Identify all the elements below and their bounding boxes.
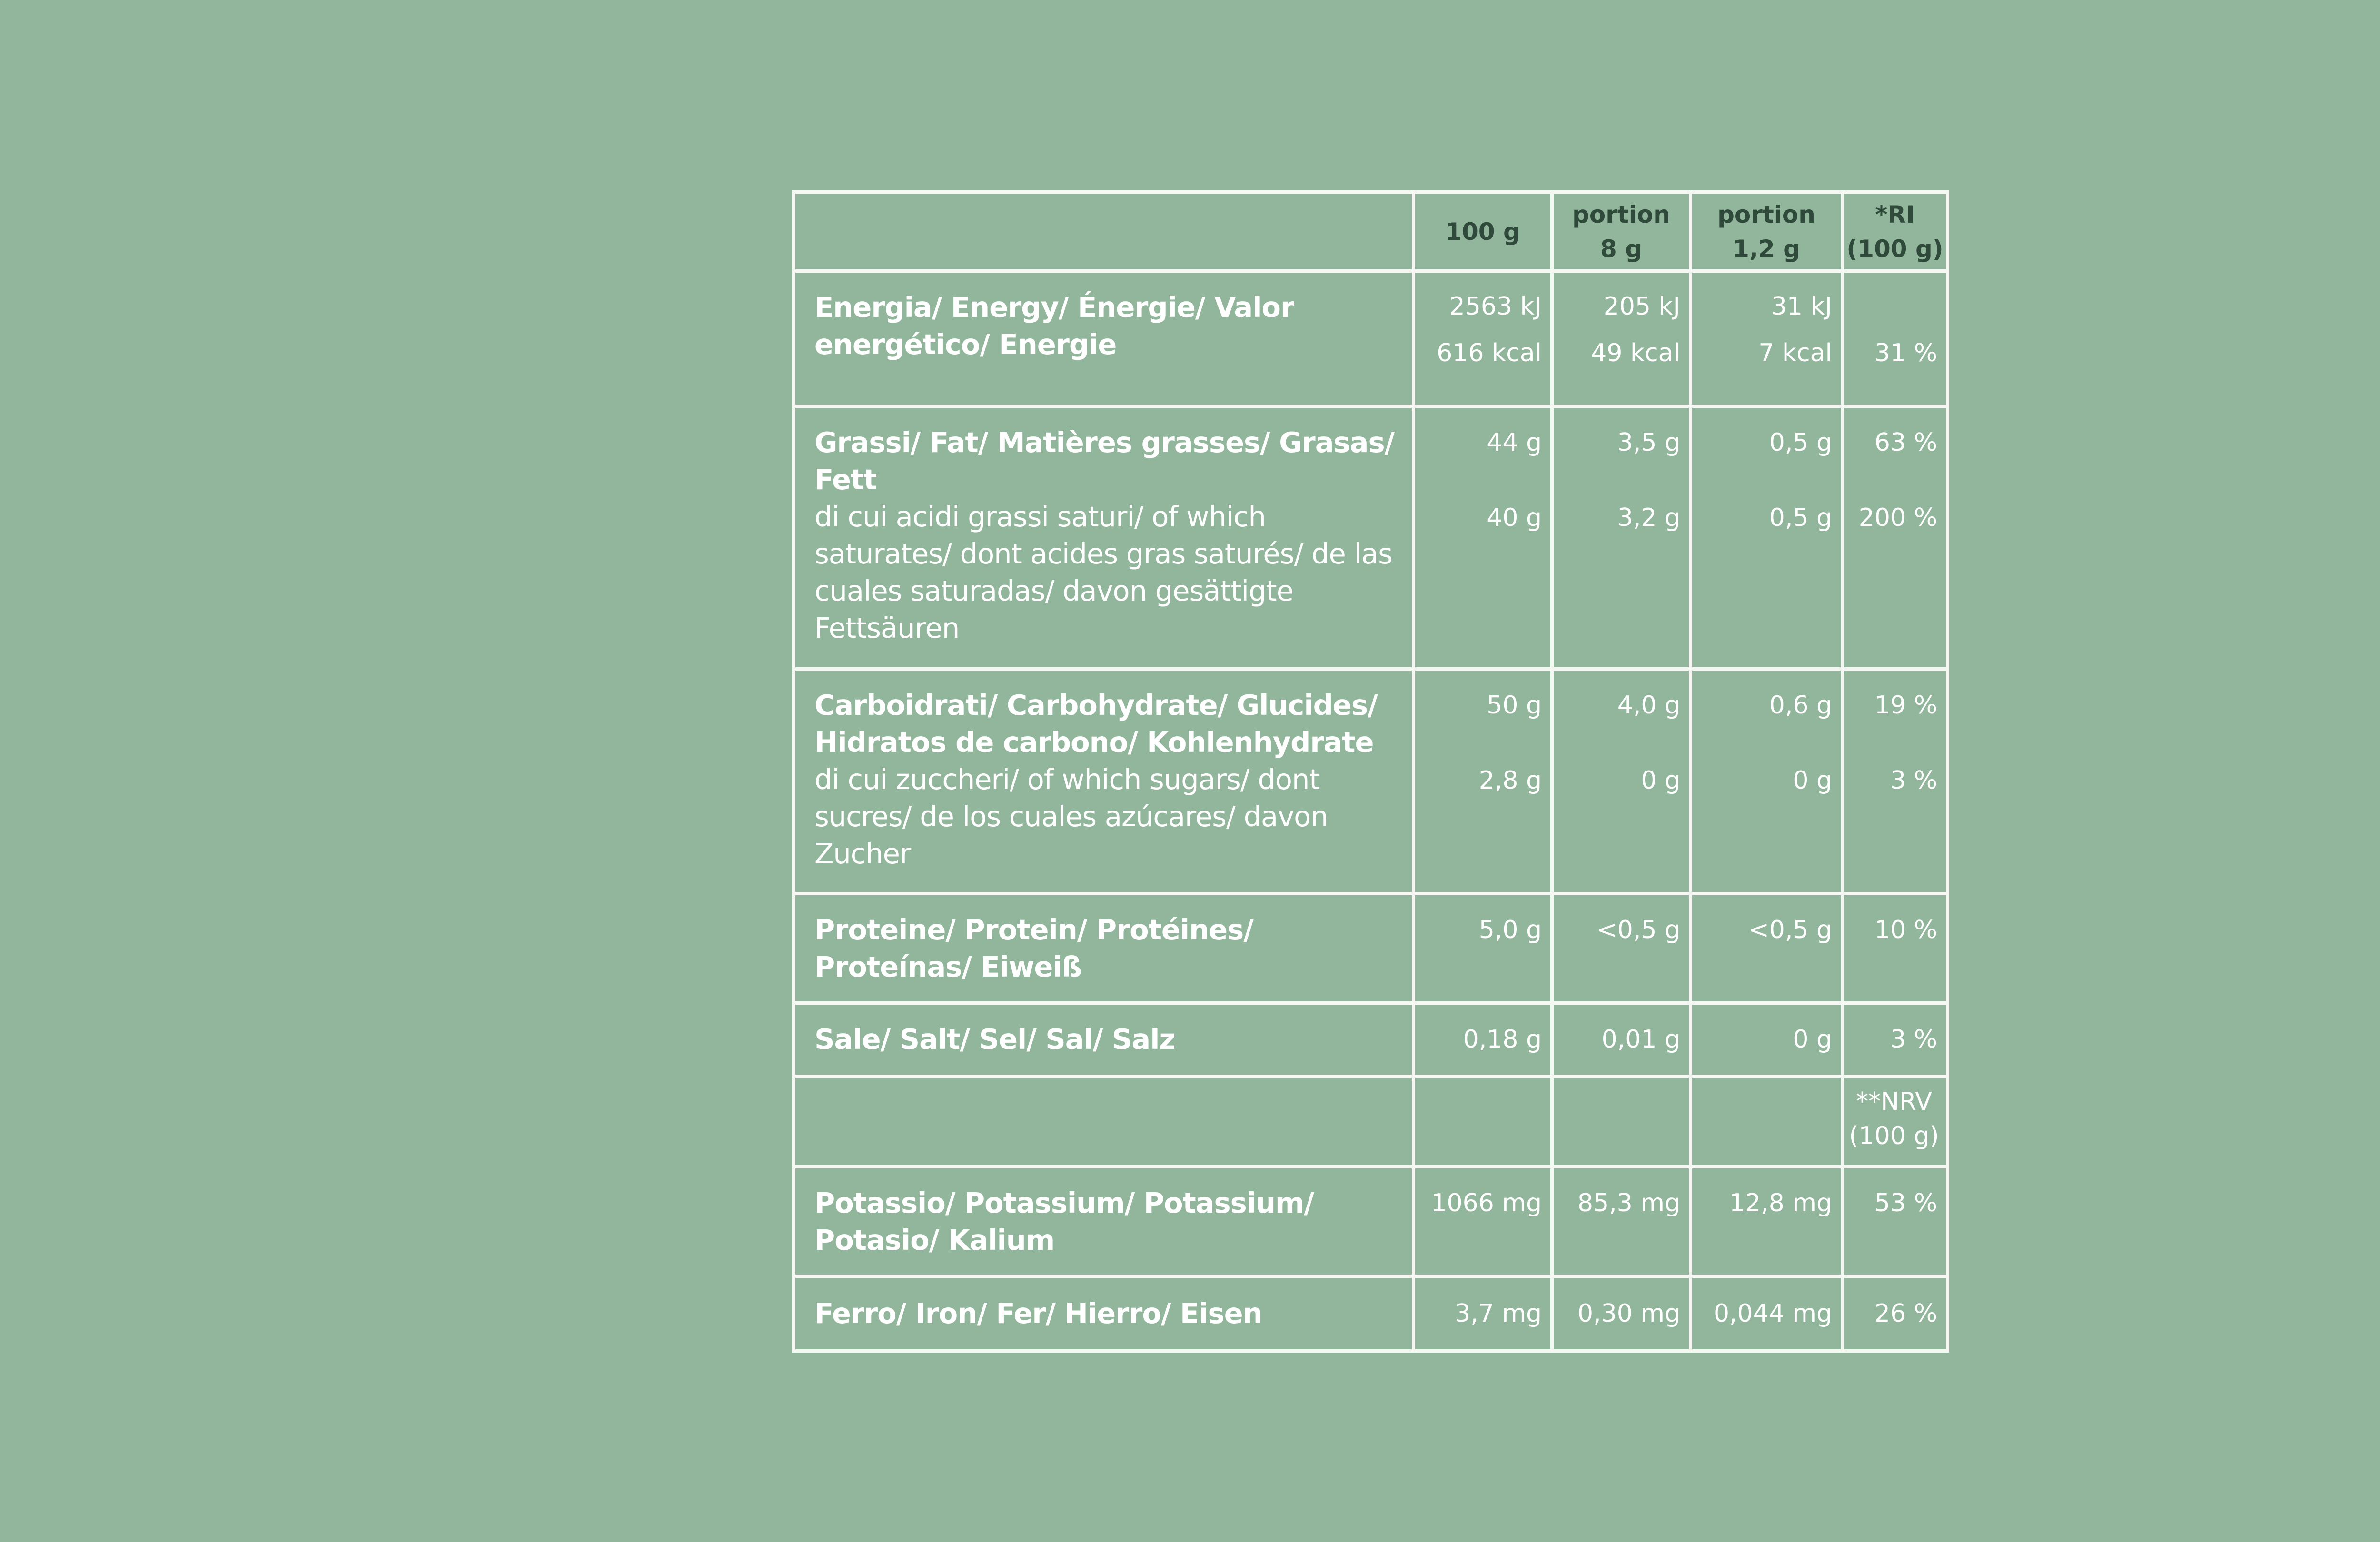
fat-label: Grassi/ Fat/ Matières grasses/ Grasas/ Fett di cui acidi grassi saturi/ of which saturates/ dont acides gras saturés/ de las cuales saturadas/ davon gesättigte Fettsäuren [794, 406, 1414, 669]
fat-portion-8g: 3,5 g 3,2 g [1552, 406, 1691, 669]
iron-portion-1-2g: 0,044 mg [1691, 1276, 1843, 1351]
nrv-empty-portion-8g [1552, 1077, 1691, 1167]
sugars-label: di cui zuccheri/ of which sugars/ dont sucres/ de los cuales azúcares/ davon Zucher [814, 763, 1328, 870]
salt-100g: 0,18 g [1414, 1003, 1552, 1077]
table-row-fat [794, 406, 1948, 669]
salt-label: Sale/ Salt/ Sel/ Sal/ Salz [794, 1003, 1414, 1077]
table-row-protein [794, 894, 1948, 1003]
protein-100g: 5,0 g [1414, 894, 1552, 1003]
fat-portion-1-2g: 0,5 g 0,5 g [1691, 406, 1843, 669]
energy-ri: 31 % [1843, 271, 1948, 406]
nrv-header: **NRV (100 g) [1843, 1077, 1948, 1167]
header-ri: *RI (100 g) [1843, 192, 1948, 271]
potassium-portion-1-2g: 12,8 mg [1691, 1167, 1843, 1276]
carbohydrate-100g: 50 g 2,8 g [1414, 669, 1552, 894]
table-header-row [794, 192, 1948, 271]
nutrition-table [792, 190, 1949, 1353]
table-row-energy [794, 271, 1948, 406]
table-row-salt [794, 1003, 1948, 1077]
potassium-100g: 1066 mg [1414, 1167, 1552, 1276]
protein-ri: 10 % [1843, 894, 1948, 1003]
potassium-label: Potassio/ Potassium/ Potassium/ Potasio/ Kalium [794, 1167, 1414, 1276]
energy-100g: 2563 kJ 616 kcal [1414, 271, 1552, 406]
table-row-iron [794, 1276, 1948, 1351]
nrv-empty-portion-1-2g [1691, 1077, 1843, 1167]
protein-portion-8g: <0,5 g [1552, 894, 1691, 1003]
table-row-carbohydrate [794, 669, 1948, 894]
carbohydrate-portion-1-2g: 0,6 g 0 g [1691, 669, 1843, 894]
potassium-portion-8g: 85,3 mg [1552, 1167, 1691, 1276]
salt-portion-8g: 0,01 g [1552, 1003, 1691, 1077]
table-row-nrv-header [794, 1077, 1948, 1167]
nrv-empty-100g [1414, 1077, 1552, 1167]
fat-100g: 44 g 40 g [1414, 406, 1552, 669]
header-portion-1-2g: portion 1,2 g [1691, 192, 1843, 271]
table-row-potassium [794, 1167, 1948, 1276]
salt-ri: 3 % [1843, 1003, 1948, 1077]
header-empty-cell [794, 192, 1414, 271]
saturates-label: di cui acidi grassi saturi/ of which saturates/ dont acides gras saturés/ de las cuales saturadas/ davon gesättigte Fettsäuren [814, 500, 1392, 644]
carbohydrate-ri: 19 % 3 % [1843, 669, 1948, 894]
fat-ri: 63 % 200 % [1843, 406, 1948, 669]
salt-portion-1-2g: 0 g [1691, 1003, 1843, 1077]
protein-label: Proteine/ Protein/ Protéines/ Proteínas/ Eiweiß [794, 894, 1414, 1003]
iron-100g: 3,7 mg [1414, 1276, 1552, 1351]
protein-portion-1-2g: <0,5 g [1691, 894, 1843, 1003]
iron-nrv: 26 % [1843, 1276, 1948, 1351]
nrv-empty-label [794, 1077, 1414, 1167]
iron-label: Ferro/ Iron/ Fer/ Hierro/ Eisen [794, 1276, 1414, 1351]
carbohydrate-label: Carboidrati/ Carbohydrate/ Glucides/ Hidratos de carbono/ Kohlenhydrate di cui zuccheri/ of which sugars/ dont sucres/ de los cuales azúcares/ davon Zucher [794, 669, 1414, 894]
energy-label: Energia/ Energy/ Énergie/ Valor energético/ Energie [794, 271, 1414, 406]
energy-portion-1-2g: 31 kJ 7 kcal [1691, 271, 1843, 406]
header-100g: 100 g [1414, 192, 1552, 271]
potassium-nrv: 53 % [1843, 1167, 1948, 1276]
iron-portion-8g: 0,30 mg [1552, 1276, 1691, 1351]
carbohydrate-portion-8g: 4,0 g 0 g [1552, 669, 1691, 894]
energy-portion-8g: 205 kJ 49 kcal [1552, 271, 1691, 406]
header-portion-8g: portion 8 g [1552, 192, 1691, 271]
